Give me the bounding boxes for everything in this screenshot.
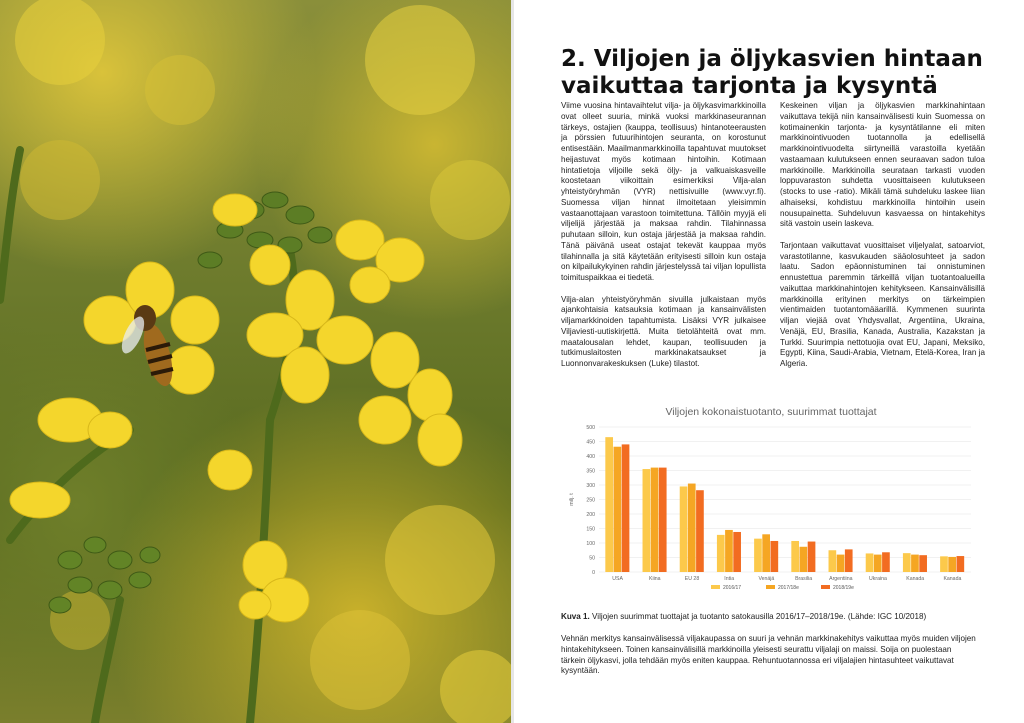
right-text-column — [780, 101, 985, 381]
bar-201819e — [845, 549, 853, 572]
bar-201718e — [762, 534, 770, 572]
bar-201617 — [643, 469, 651, 572]
bar-201819e — [956, 556, 964, 572]
y-tick-label: 450 — [586, 439, 595, 446]
bar-201819e — [770, 541, 778, 572]
x-tick-label: Argentiina — [829, 576, 853, 582]
chart-title: Viljojen kokonaistuotanto, suurimmat tuottajat — [665, 406, 877, 418]
y-tick-label: 0 — [592, 569, 595, 576]
bar-201819e — [919, 555, 927, 572]
caption-text: Viljojen suurimmat tuottajat ja tuotanto satokausilla 2016/17–2018/19e. (Lähde: IGC 10/2018) — [589, 612, 927, 621]
bar-201718e — [800, 547, 808, 572]
production-chart — [561, 400, 981, 605]
bar-201617 — [791, 541, 799, 572]
x-tick-label: Kanada — [943, 576, 962, 582]
bar-201617 — [754, 539, 762, 572]
rapeseed-photo — [0, 0, 511, 723]
left-text-column — [561, 101, 766, 381]
bar-201718e — [725, 530, 733, 572]
bar-201819e — [882, 552, 890, 572]
bottom-paragraph: Vehnän merkitys kansainvälisessä viljakaupassa on suuri ja vehnän markkinakehitys vaikuttaa myös muiden viljojen hintakehitykseen. Toinen kansainvälisillä markkinoilla yleisesti seurattu viljalaji on maissi. Soija on puolestaan tärkein öljykasvi, jolla tehdään myös eniten kauppaa. Rehuntuotannossa eri viljalajien hintasuhteet vaikuttavat kysyntään. — [561, 634, 976, 676]
y-tick-label: 100 — [586, 540, 595, 547]
title-line-1: 2. Viljojen ja öljykasvien hintaan — [561, 46, 983, 72]
y-tick-label: 300 — [586, 482, 595, 489]
rapeseed-flowers-illustration — [0, 0, 511, 723]
caption-label: Kuva 1. — [561, 612, 590, 621]
bar-201718e — [651, 468, 659, 572]
y-tick-label: 200 — [586, 511, 595, 518]
paragraph: Viime vuosina hintavaihtelut vilja- ja öljykasvimarkkinoilla ovat olleet suuria, minkä vuoksi markkinaseurannan tärkeys, ostajien (kauppa, teollisuus) hintanoteerausten ja pörssien futuurihintojen seuranta, on korostunut entisestään. Maailmanmarkkinoilla tapahtuvat muutokset heijastuvat myös kotimaan hintoihin. Kotimaan hintatietoja viljoille sekä öljy- ja valkuaiskasveille koostetaan viikoittain esimerkiksi Vilja-alan yhteistyöryhmän (VYR) nettisivuille (www.vyr.fi). Suomessa viljan hinnat ilmoitetaan yleisimmin vastaanottajaan varastoon toimitettuna. Tällöin myyjä eli viljelijä järjestää ja maksaa rahdin. Tilahinnassa puhutaan silloin, kun ostaja järjestää ja maksaa rahdin. Tänä päivänä useat ostajat tekevät kauppaa myös tilahinnalla ja sitä käytetään erityisesti silloin kun ostaja on kilpailukykyinen rahdin järjestelyssä tai viljan lopullista toimituspaikkaa ei tiedetä. — [561, 101, 766, 282]
legend-label: 2016/17 — [723, 585, 742, 591]
bar-201617 — [717, 535, 725, 572]
bar-201718e — [688, 484, 696, 572]
y-tick-label: 500 — [586, 424, 595, 431]
legend-swatch — [766, 585, 775, 589]
y-axis-label: milj. t — [569, 493, 575, 506]
bar-201617 — [866, 553, 874, 572]
x-tick-label: USA — [612, 576, 623, 582]
paragraph: Vilja-alan yhteistyöryhmän sivuilla julkaistaan myös ajankohtaisia katsauksia kotimaan ja kansainvälisten viljamarkkinoiden tapahtumista. Lisäksi VYR julkaisee Viljaviesti-uutiskirjettä. Muita tietolähteitä ovat mm. maatalousalan lehdet, kaupan, teollisuuden ja tutkimuslaitosten markkinakatsaukset ja Luonnonvarakeskuksen (Luke) tilastot. — [561, 294, 766, 368]
paragraph: Keskeinen viljan ja öljykasvien markkinahintaan vaikuttava tekijä niin kansainvälisesti kuin Suomessa on kotimainenkin tarjonta- ja kysyntätilanne eli miten markkinointivuoden tuotannolla ja edellisellä markkinointivuodelta siirtyneillä varastoilla kyetään vastaamaan kulutukseen ennen seuraavan sadon tuloa markkinoille. Markkinoilla seurataan tarkasti vuoden loppuvaraston suhdetta vuosittaiseen kulutukseen (stocks to use -ratio). Mikäli tämä suhdeluku laskee liian alhaiseksi, kohdistuu markkinoilla hintoihin usein nousupainetta. Suhdeluvun kasvaessa on hintakehitys sitä vastoin usein laskeva. — [780, 101, 985, 229]
y-tick-label: 250 — [586, 497, 595, 504]
bar-201718e — [948, 557, 956, 572]
y-tick-label: 350 — [586, 468, 595, 475]
y-tick-label: 150 — [586, 526, 595, 533]
legend-label: 2017/18e — [778, 585, 799, 591]
bar-201617 — [903, 553, 911, 572]
page-divider — [511, 0, 514, 723]
x-tick-label: Kiina — [649, 576, 661, 582]
bar-201718e — [837, 555, 845, 572]
bar-201617 — [605, 437, 613, 572]
x-tick-label: Kanada — [906, 576, 925, 582]
bar-201819e — [733, 532, 741, 572]
bar-201819e — [622, 444, 630, 572]
x-tick-label: EU 28 — [684, 576, 700, 582]
y-tick-label: 50 — [589, 555, 595, 562]
bar-201819e — [696, 490, 704, 572]
x-tick-label: Intia — [724, 576, 735, 582]
x-tick-label: Venäjä — [758, 576, 775, 582]
bar-201617 — [940, 556, 948, 572]
chart-svg — [561, 400, 981, 605]
bar-201718e — [874, 555, 882, 572]
legend-swatch — [711, 585, 720, 589]
page-title — [561, 46, 1001, 100]
bar-201617 — [680, 486, 688, 572]
title-line-2: vaikuttaa tarjonta ja kysyntä — [561, 73, 938, 99]
x-tick-label: Brasilia — [795, 576, 813, 582]
x-tick-label: Ukraina — [869, 576, 887, 582]
bar-201819e — [659, 468, 667, 572]
bar-201819e — [808, 542, 816, 572]
paragraph: Tarjontaan vaikuttavat vuosittaiset viljelyalat, satoarviot, varastotilanne, kasvukauden sääolosuhteet ja sadon laatu. Sadon epäonnistuminen tai onnistuminen ennustettua paremmin tärkeillä viljan tuotantoalueilla vaikuttaa markkinahintojen kehitykseen. Kansainvälisillä markkinoilla erityinen merkitys on tärkeimpien vientimaiden tuotantomääarillä. Kymmenen suurinta viljan viejää ovat Yhdysvallat, Argentiina, Ukraina, Venäjä, EU, Brasilia, Kanada, Australia, Kazakstan ja Turkki. Suurimpia nettotuojia ovat EU, Japani, Meksiko, Egypti, Kiina, Saudi-Arabia, Vietnam, Etelä-Korea, Iran ja Algeria. — [780, 240, 985, 368]
legend-swatch — [821, 585, 830, 589]
bar-201718e — [911, 555, 919, 572]
legend-label: 2018/19e — [833, 585, 854, 591]
figure-caption — [561, 612, 981, 623]
bar-201617 — [829, 550, 837, 572]
y-tick-label: 400 — [586, 453, 595, 460]
bar-201718e — [614, 447, 622, 572]
